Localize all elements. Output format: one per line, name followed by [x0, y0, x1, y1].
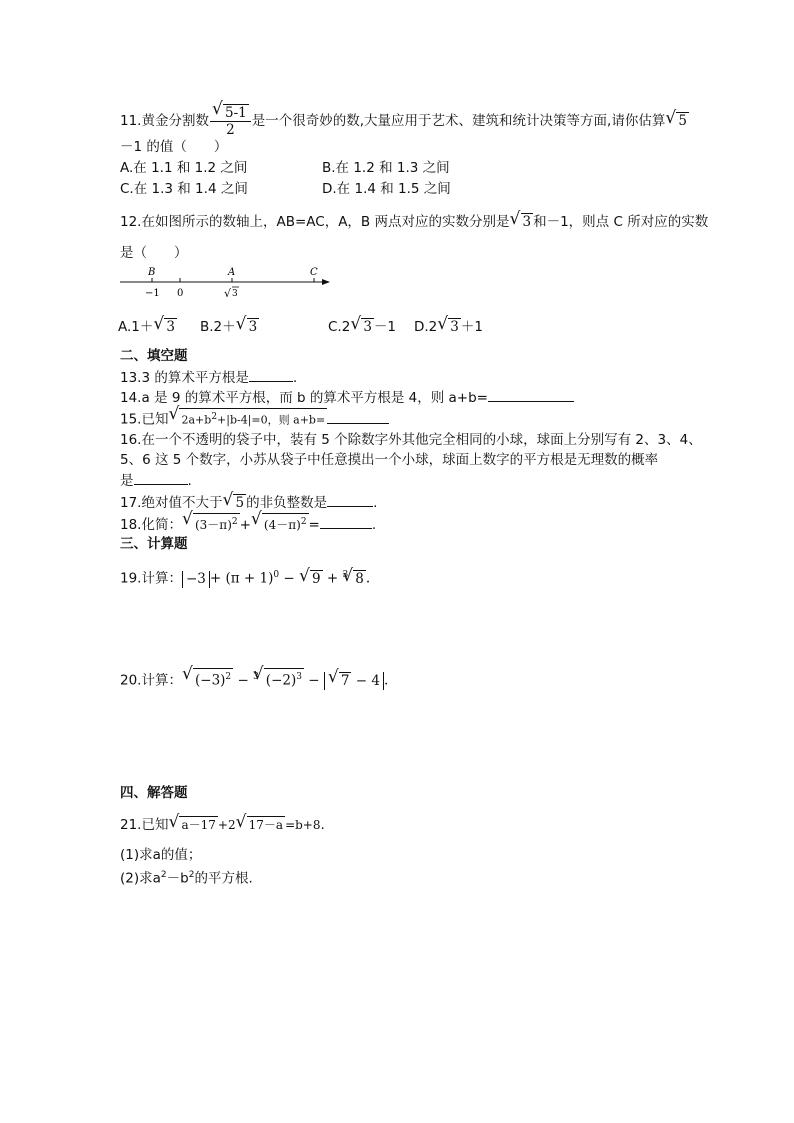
- section-3-heading: 三、计算题: [120, 536, 188, 552]
- tick-label-0: 0: [177, 288, 184, 299]
- tick-label-neg1: −1: [145, 288, 160, 299]
- q15: 15.已知√ $2a+b^2+|b-4|=0$，则 a+b=: [120, 408, 389, 430]
- q16-line3: 是 .: [120, 473, 192, 489]
- q18: 18.化简：√ $(3-\pi)^2$ +√ $(4-\pi)^2$ = .: [120, 513, 376, 534]
- q21-part2: (2)求$a^2-b^2$的平方根.: [120, 870, 253, 887]
- q20: 20.计算：√ $(-3)^2 - ^3√$ $(-2)^3$ − √ 7 − 4 .: [120, 668, 388, 690]
- section-2-heading: 二、填空题: [120, 348, 188, 364]
- q21: 21.已知√ a－17 +2√ 17－a =b+8.: [120, 816, 325, 834]
- q16-line1: 16.在一个不透明的袋子中，装有 5 个除数字外其他完全相同的小球，球面上分别写有 2、3、4、: [120, 432, 702, 448]
- q11-prefix: 11.黄金分割数: [120, 113, 209, 129]
- number-line: [118, 266, 348, 302]
- q11-fraction: √ $\frac{5-1}{2}$: [210, 104, 251, 138]
- q11-line1: [120, 104, 689, 138]
- q12-option-d: D.2√ 3 ＋1: [414, 318, 483, 336]
- point-a-label: A: [228, 267, 236, 278]
- q21-part1: (1)求a的值；: [120, 847, 202, 863]
- q14: 14.a 是 9 的算术平方根，而 b 的算术平方根是 4，则 a+b=: [120, 388, 574, 407]
- point-b-label: B: [148, 267, 156, 278]
- q12-option-c: C.2√ 3 －1: [328, 318, 396, 336]
- q11-option-d: D.在 1.4 和 1.5 之间: [322, 181, 451, 197]
- point-c-label: C: [310, 267, 318, 278]
- q12-sqrt3: √ 3: [512, 213, 534, 231]
- q12-option-b: B.2＋√ 3: [200, 318, 259, 336]
- q11-option-a: A.在 1.1 和 1.2 之间: [120, 160, 248, 176]
- q12-line1: 12.在如图所示的数轴上，AB=AC，A，B 两点对应的实数分别是√ 3 和－1，则点 C 所对应的实数: [120, 213, 708, 231]
- q19: 19.计算： $-3 + (\pi + 1)^0$ − √ 9 + $^3$√ 8 .: [120, 566, 370, 588]
- q12-option-a: A.1＋√ 3: [118, 318, 177, 336]
- q13: 13.3 的算术平方根是 .: [120, 370, 298, 386]
- q12-line2: 是（ ）: [120, 245, 188, 261]
- q11-option-b: B.在 1.2 和 1.3 之间: [322, 160, 450, 176]
- q11-middle: 是一个很奇妙的数,大量应用于艺术、建筑和统计决策等方面,请你估算: [251, 113, 666, 129]
- tick-sqrt-sign: √: [224, 287, 232, 300]
- q11-sqrt: √ 5: [667, 112, 689, 130]
- q16-line2: 5、6 这 5 个数字，小苏从袋子中任意摸出一个小球，球面上数字的平方根是无理数的概率: [120, 452, 659, 468]
- q17: 17.绝对值不大于√ 5 的非负整数是 .: [120, 493, 377, 512]
- section-4-heading: 四、解答题: [120, 785, 188, 801]
- tick-label-sqrt3: 3: [232, 289, 238, 299]
- q11-option-c: C.在 1.3 和 1.4 之间: [120, 181, 248, 197]
- q11-line2: －1 的值（ ）: [120, 139, 228, 155]
